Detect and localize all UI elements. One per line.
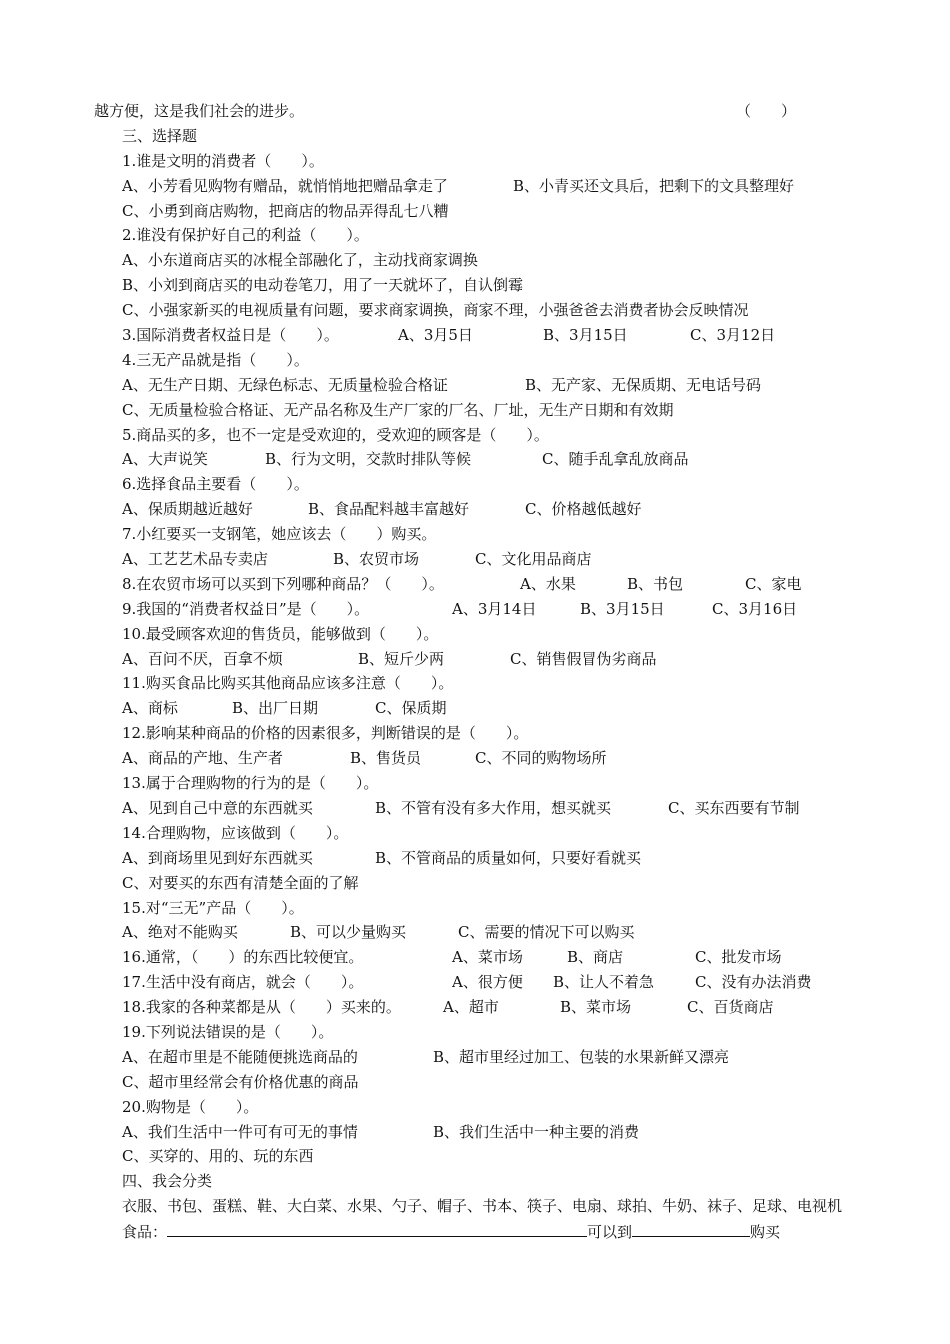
option-a: A、菜市场 (452, 948, 523, 967)
question-stem: 5.商品买的多，也不一定是受欢迎的，受欢迎的顾客是（ ）。 (122, 425, 549, 444)
option-b: B、3月15日 (580, 599, 665, 618)
question-stem: 16.通常，（ ）的东西比较便宜。 (122, 948, 364, 967)
option-b: B、可以少量购买 (290, 923, 407, 942)
option-c: C、文化用品商店 (475, 550, 592, 569)
option-row (0, 174, 950, 199)
option-b: B、小青买还文具后，把剩下的文具整理好 (513, 176, 795, 195)
option-a: A、到商场里见到好东西就买 (122, 848, 313, 867)
question-stem: 11.购买食品比购买其他商品应该多注意（ ）。 (122, 674, 454, 693)
option-c: C、买东西要有节制 (668, 798, 800, 817)
option-row (0, 547, 950, 572)
option-c: C、百货商店 (687, 998, 774, 1017)
place-blank[interactable] (632, 1219, 750, 1237)
option-a: A、3月5日 (398, 326, 473, 345)
question-line (0, 945, 950, 970)
option-row (0, 746, 950, 771)
sort-label: 食品： (122, 1223, 168, 1242)
option-c: C、3月12日 (690, 326, 776, 345)
question-stem: 10.最受顾客欢迎的售货员，能够做到（ ）。 (122, 624, 439, 643)
option-c: C、价格越低越好 (525, 500, 642, 519)
question-stem: 14.合理购物，应该做到（ ）。 (122, 823, 349, 842)
option-b: B、菜市场 (560, 998, 632, 1017)
option-row (0, 248, 950, 273)
option-b: B、短斤少两 (358, 649, 445, 668)
question-stem: 19.下列说法错误的是（ ）。 (122, 1022, 334, 1041)
option-b: B、书包 (627, 574, 684, 593)
option-c: C、批发市场 (695, 948, 782, 967)
option-b: B、让人不着急 (553, 973, 655, 992)
option-row (0, 1120, 950, 1145)
worksheet-content (0, 99, 950, 1244)
option-c: C、不同的购物场所 (475, 749, 607, 768)
option-row (0, 373, 950, 398)
option-b: B、不管商品的质量如何，只要好看就买 (375, 848, 642, 867)
question-stem: 8.在农贸市场可以买到下列哪种商品？（ ）。 (122, 574, 444, 593)
option-a: A、商标 (122, 699, 178, 718)
food-items-blank[interactable] (167, 1219, 587, 1237)
option-a: A、超市 (443, 998, 499, 1017)
section-title-choice: 三、选择题 (122, 126, 198, 145)
option-c: C、家电 (745, 574, 802, 593)
option-c: C、超市里经常会有价格优惠的商品 (122, 1072, 359, 1091)
option-b: B、不管有没有多大作用，想买就买 (375, 798, 612, 817)
option-row (0, 696, 950, 721)
sort-items: 衣服、书包、蛋糕、鞋、大白菜、水果、勺子、帽子、书本、筷子、电扇、球拍、牛奶、袜子、足球、电视机 (122, 1197, 843, 1216)
option-c: C、销售假冒伪劣商品 (510, 649, 657, 668)
answer-paren: （ ） (736, 102, 797, 120)
option-row (0, 298, 950, 323)
option-b: B、无产家、无保质期、无电话号码 (525, 375, 762, 394)
option-b: B、行为文明，交款时排队等候 (265, 450, 472, 469)
option-c: C、对要买的东西有清楚全面的了解 (122, 873, 359, 892)
option-c: C、小勇到商店购物，把商店的物品弄得乱七八糟 (122, 201, 449, 220)
question-stem: 3.国际消费者权益日是（ ）。 (122, 326, 339, 345)
option-c: C、随手乱拿乱放商品 (542, 450, 689, 469)
option-row (0, 871, 950, 896)
option-b: B、商店 (567, 948, 624, 967)
option-c: C、无质量检验合格证、无产品名称及生产厂家的厂名、厂址，无生产日期和有效期 (122, 400, 674, 419)
question-stem: 18.我家的各种菜都是从（ ）买来的。 (122, 998, 401, 1017)
option-row (0, 920, 950, 945)
sort-end: 购买 (750, 1223, 781, 1242)
option-a: A、无生产日期、无绿色标志、无质量检验合格证 (122, 375, 448, 394)
option-row (0, 647, 950, 672)
question-stem: 12.影响某种商品的价格的因素很多，判断错误的是（ ）。 (122, 724, 529, 743)
option-c: C、3月16日 (712, 599, 798, 618)
option-a: A、百问不厌，百拿不烦 (122, 649, 283, 668)
option-a: A、小芳看见购物有赠品，就悄悄地把赠品拿走了 (122, 176, 448, 195)
option-a: A、工艺艺术品专卖店 (122, 550, 268, 569)
option-a: A、保质期越近越好 (122, 500, 253, 519)
question-stem: 4.三无产品就是指（ ）。 (122, 350, 309, 369)
option-a: A、商品的产地、生产者 (122, 749, 283, 768)
option-c: C、买穿的、用的、玩的东西 (122, 1147, 314, 1166)
continuation-text: 越方便，这是我们社会的进步。 (94, 102, 305, 120)
option-b: B、食品配料越丰富越好 (308, 500, 470, 519)
option-b: B、3月15日 (543, 326, 628, 345)
option-row (0, 846, 950, 871)
question-line (0, 323, 950, 348)
option-row (0, 796, 950, 821)
option-c: C、需要的情况下可以购买 (458, 923, 635, 942)
question-stem: 6.选择食品主要看（ ）。 (122, 475, 309, 494)
question-stem: 20.购物是（ ）。 (122, 1097, 259, 1116)
option-row (0, 1045, 950, 1070)
question-line (0, 970, 950, 995)
question-stem: 17.生活中没有商店，就会（ ）。 (122, 973, 364, 992)
option-row (0, 398, 950, 423)
option-b: B、出厂日期 (232, 699, 319, 718)
option-a: A、见到自己中意的东西就买 (122, 798, 313, 817)
option-a: A、大声说笑 (122, 450, 208, 469)
question-stem: 15.对“三无”产品（ ）。 (122, 898, 304, 917)
option-row (0, 273, 950, 298)
option-b: B、超市里经过加工、包装的水果新鲜又漂亮 (433, 1047, 730, 1066)
option-a: A、很方便 (452, 973, 523, 992)
question-stem: 1.谁是文明的消费者（ ）。 (122, 151, 324, 170)
option-b: B、农贸市场 (333, 550, 420, 569)
option-c: C、小强家新买的电视质量有问题，要求商家调换，商家不理，小强爸爸去消费者协会反映情况 (122, 301, 749, 320)
section-title-sort: 四、我会分类 (122, 1172, 213, 1191)
question-line (0, 572, 950, 597)
question-line (0, 597, 950, 622)
option-a: A、在超市里是不能随便挑选商品的 (122, 1047, 358, 1066)
question-line (0, 995, 950, 1020)
option-b: B、售货员 (350, 749, 422, 768)
question-stem: 13.属于合理购物的行为的是（ ）。 (122, 774, 379, 793)
option-a: A、小东道商店买的冰棍全部融化了，主动找商家调换 (122, 251, 478, 270)
option-c: C、保质期 (375, 699, 447, 718)
option-row (0, 199, 950, 224)
option-a: A、3月14日 (452, 599, 537, 618)
option-c: C、没有办法消费 (695, 973, 812, 992)
question-stem: 2.谁没有保护好自己的利益（ ）。 (122, 226, 369, 245)
option-a: A、我们生活中一件可有可无的事情 (122, 1122, 358, 1141)
sort-food-line (0, 1219, 950, 1244)
option-row (0, 1144, 950, 1169)
option-b: B、小刘到商店买的电动卷笔刀，用了一天就坏了，自认倒霉 (122, 276, 524, 295)
option-b: B、我们生活中一种主要的消费 (433, 1122, 640, 1141)
continuation-line (0, 99, 950, 124)
option-a: A、绝对不能购买 (122, 923, 238, 942)
question-stem: 7.小红要买一支钢笔，她应该去（ ）购买。 (122, 525, 437, 544)
option-row (0, 447, 950, 472)
option-a: A、水果 (520, 574, 576, 593)
sort-mid: 可以到 (587, 1223, 633, 1242)
option-row (0, 497, 950, 522)
option-row (0, 1070, 950, 1095)
question-stem: 9.我国的“消费者权益日”是（ ）。 (122, 599, 370, 618)
